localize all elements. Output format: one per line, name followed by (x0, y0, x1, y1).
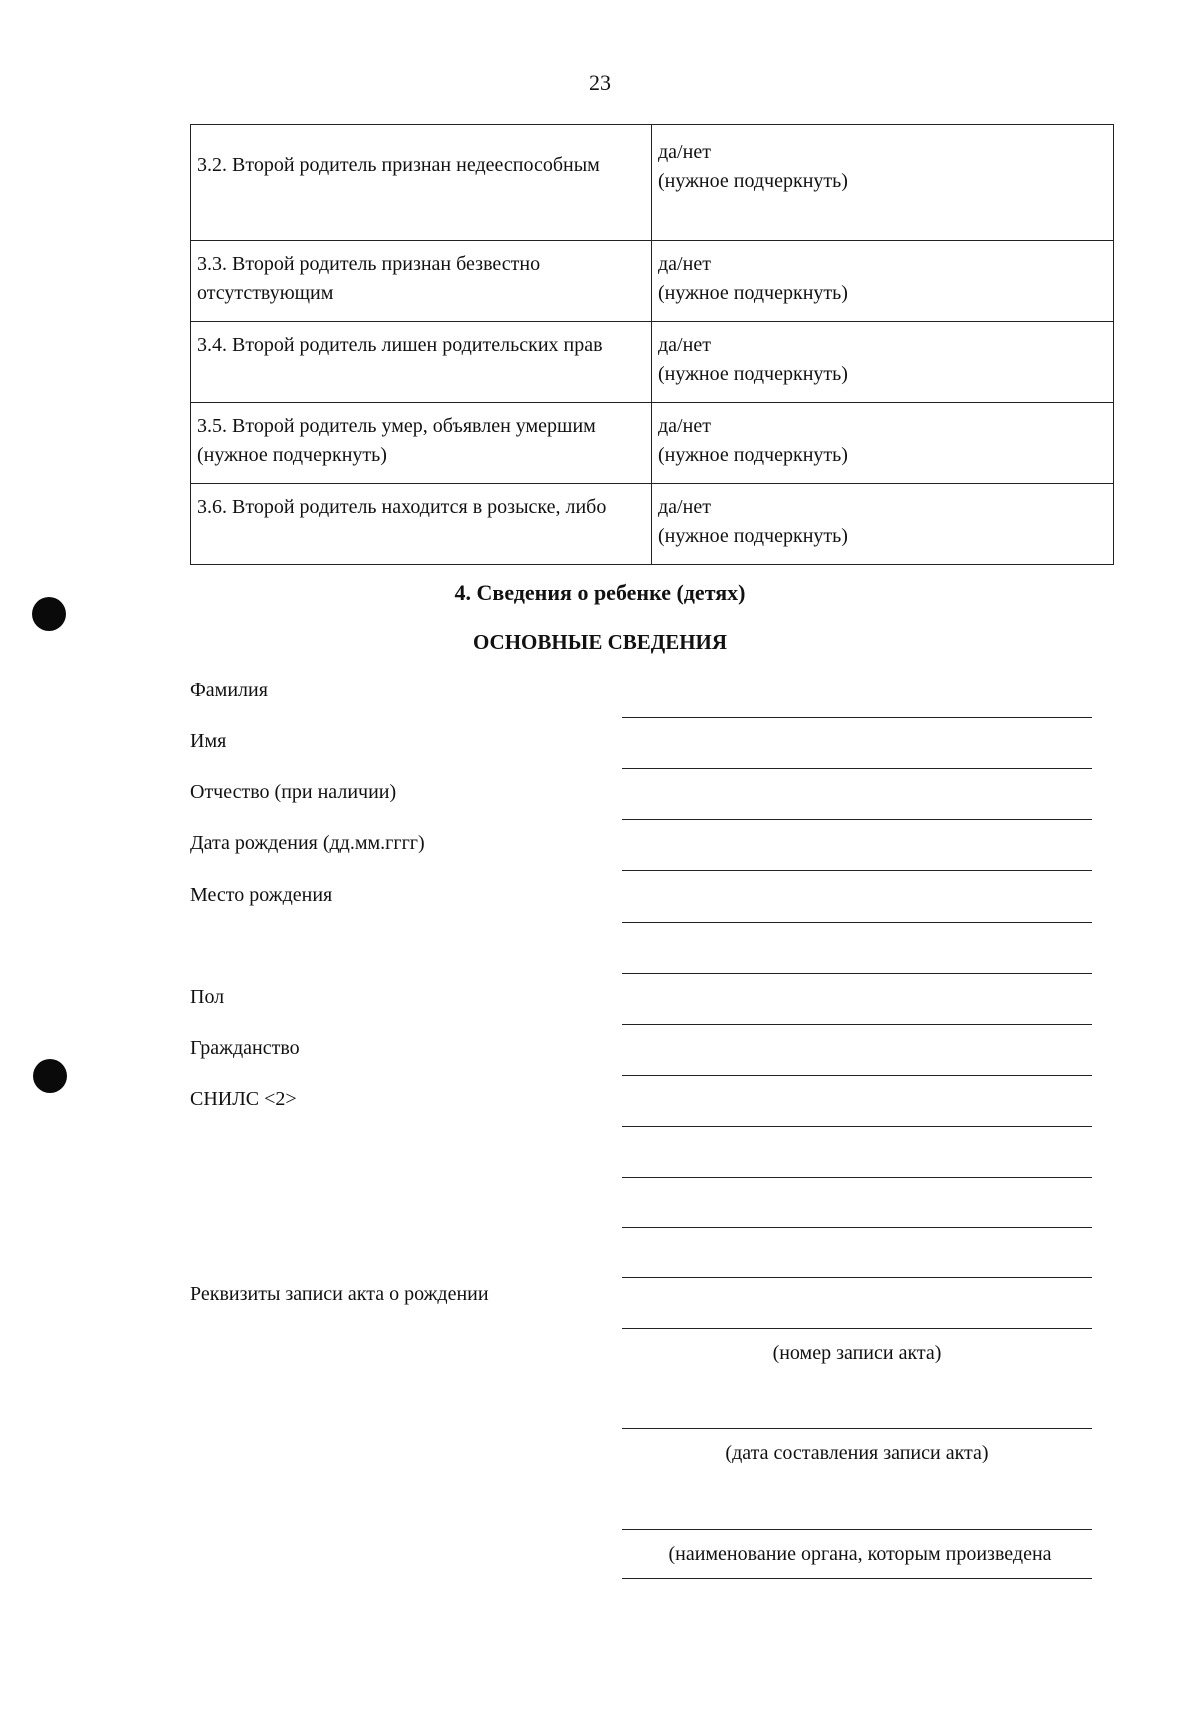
table-row (191, 322, 1114, 403)
birth-place-field-line-2[interactable] (622, 973, 1092, 974)
record-number-caption: (номер записи акта) (772, 1342, 942, 1364)
blank-line[interactable] (622, 1227, 1092, 1228)
snils-field[interactable] (622, 1126, 1092, 1127)
answer-yes-no: да/нет (658, 496, 711, 518)
question-cell: 3.6. Второй родитель находится в розыске, либо (191, 484, 652, 565)
table-row (191, 125, 1114, 241)
answer-cell[interactable] (652, 322, 1114, 403)
answer-yes-no: да/нет (658, 415, 711, 437)
blank-line[interactable] (622, 1177, 1092, 1178)
snils-label: СНИЛС <2> (190, 1088, 297, 1110)
answer-yes-no: да/нет (658, 253, 711, 275)
answer-cell[interactable] (652, 403, 1114, 484)
page-number: 23 (589, 70, 611, 95)
answer-hint: (нужное подчеркнуть) (658, 363, 848, 385)
patronymic-field[interactable] (622, 819, 1092, 820)
record-number-field[interactable] (622, 1328, 1092, 1329)
birth-record-label: Реквизиты записи акта о рождении (190, 1283, 489, 1305)
authority-caption: (наименование органа, которым произведена (668, 1543, 1052, 1565)
answer-cell[interactable] (652, 484, 1114, 565)
section-title: 4. Сведения о ребенке (детях) (454, 580, 746, 605)
table-row (191, 484, 1114, 565)
answer-cell[interactable] (652, 241, 1114, 322)
authority-field[interactable] (622, 1529, 1092, 1530)
table-row (191, 241, 1114, 322)
name-label: Имя (190, 730, 227, 752)
answer-hint: (нужное подчеркнуть) (658, 170, 848, 192)
birth-date-field[interactable] (622, 870, 1092, 871)
answer-yes-no: да/нет (658, 141, 711, 163)
sex-label: Пол (190, 986, 225, 1008)
sex-field[interactable] (622, 1024, 1092, 1025)
table-row (191, 403, 1114, 484)
patronymic-label: Отчество (при наличии) (190, 781, 397, 803)
record-date-caption: (дата составления записи акта) (725, 1442, 989, 1464)
record-date-field[interactable] (622, 1428, 1092, 1429)
citizenship-label: Гражданство (190, 1037, 300, 1059)
citizenship-field[interactable] (622, 1075, 1092, 1076)
punch-hole-decoration (33, 1059, 67, 1093)
surname-label: Фамилия (190, 679, 268, 701)
answer-hint: (нужное подчеркнуть) (658, 282, 848, 304)
section-subtitle: ОСНОВНЫЕ СВЕДЕНИЯ (472, 630, 728, 654)
answer-yes-no: да/нет (658, 334, 711, 356)
answer-hint: (нужное подчеркнуть) (658, 444, 848, 466)
surname-field[interactable] (622, 717, 1092, 718)
question-cell: 3.5. Второй родитель умер, объявлен умершим (нужное подчеркнуть) (191, 403, 652, 484)
answer-hint: (нужное подчеркнуть) (658, 525, 848, 547)
question-cell: 3.2. Второй родитель признан недееспособным (191, 125, 652, 241)
name-field[interactable] (622, 768, 1092, 769)
birth-place-label: Место рождения (190, 884, 333, 906)
question-cell: 3.3. Второй родитель признан безвестно отсутствующим (191, 241, 652, 322)
birth-date-label: Дата рождения (дд.мм.гггг) (190, 832, 425, 854)
answer-cell[interactable] (652, 125, 1114, 241)
authority-field-line-2[interactable] (622, 1578, 1092, 1579)
question-cell: 3.4. Второй родитель лишен родительских прав (191, 322, 652, 403)
second-parent-status-table (190, 124, 1114, 565)
blank-line[interactable] (622, 1277, 1092, 1278)
birth-place-field[interactable] (622, 922, 1092, 923)
